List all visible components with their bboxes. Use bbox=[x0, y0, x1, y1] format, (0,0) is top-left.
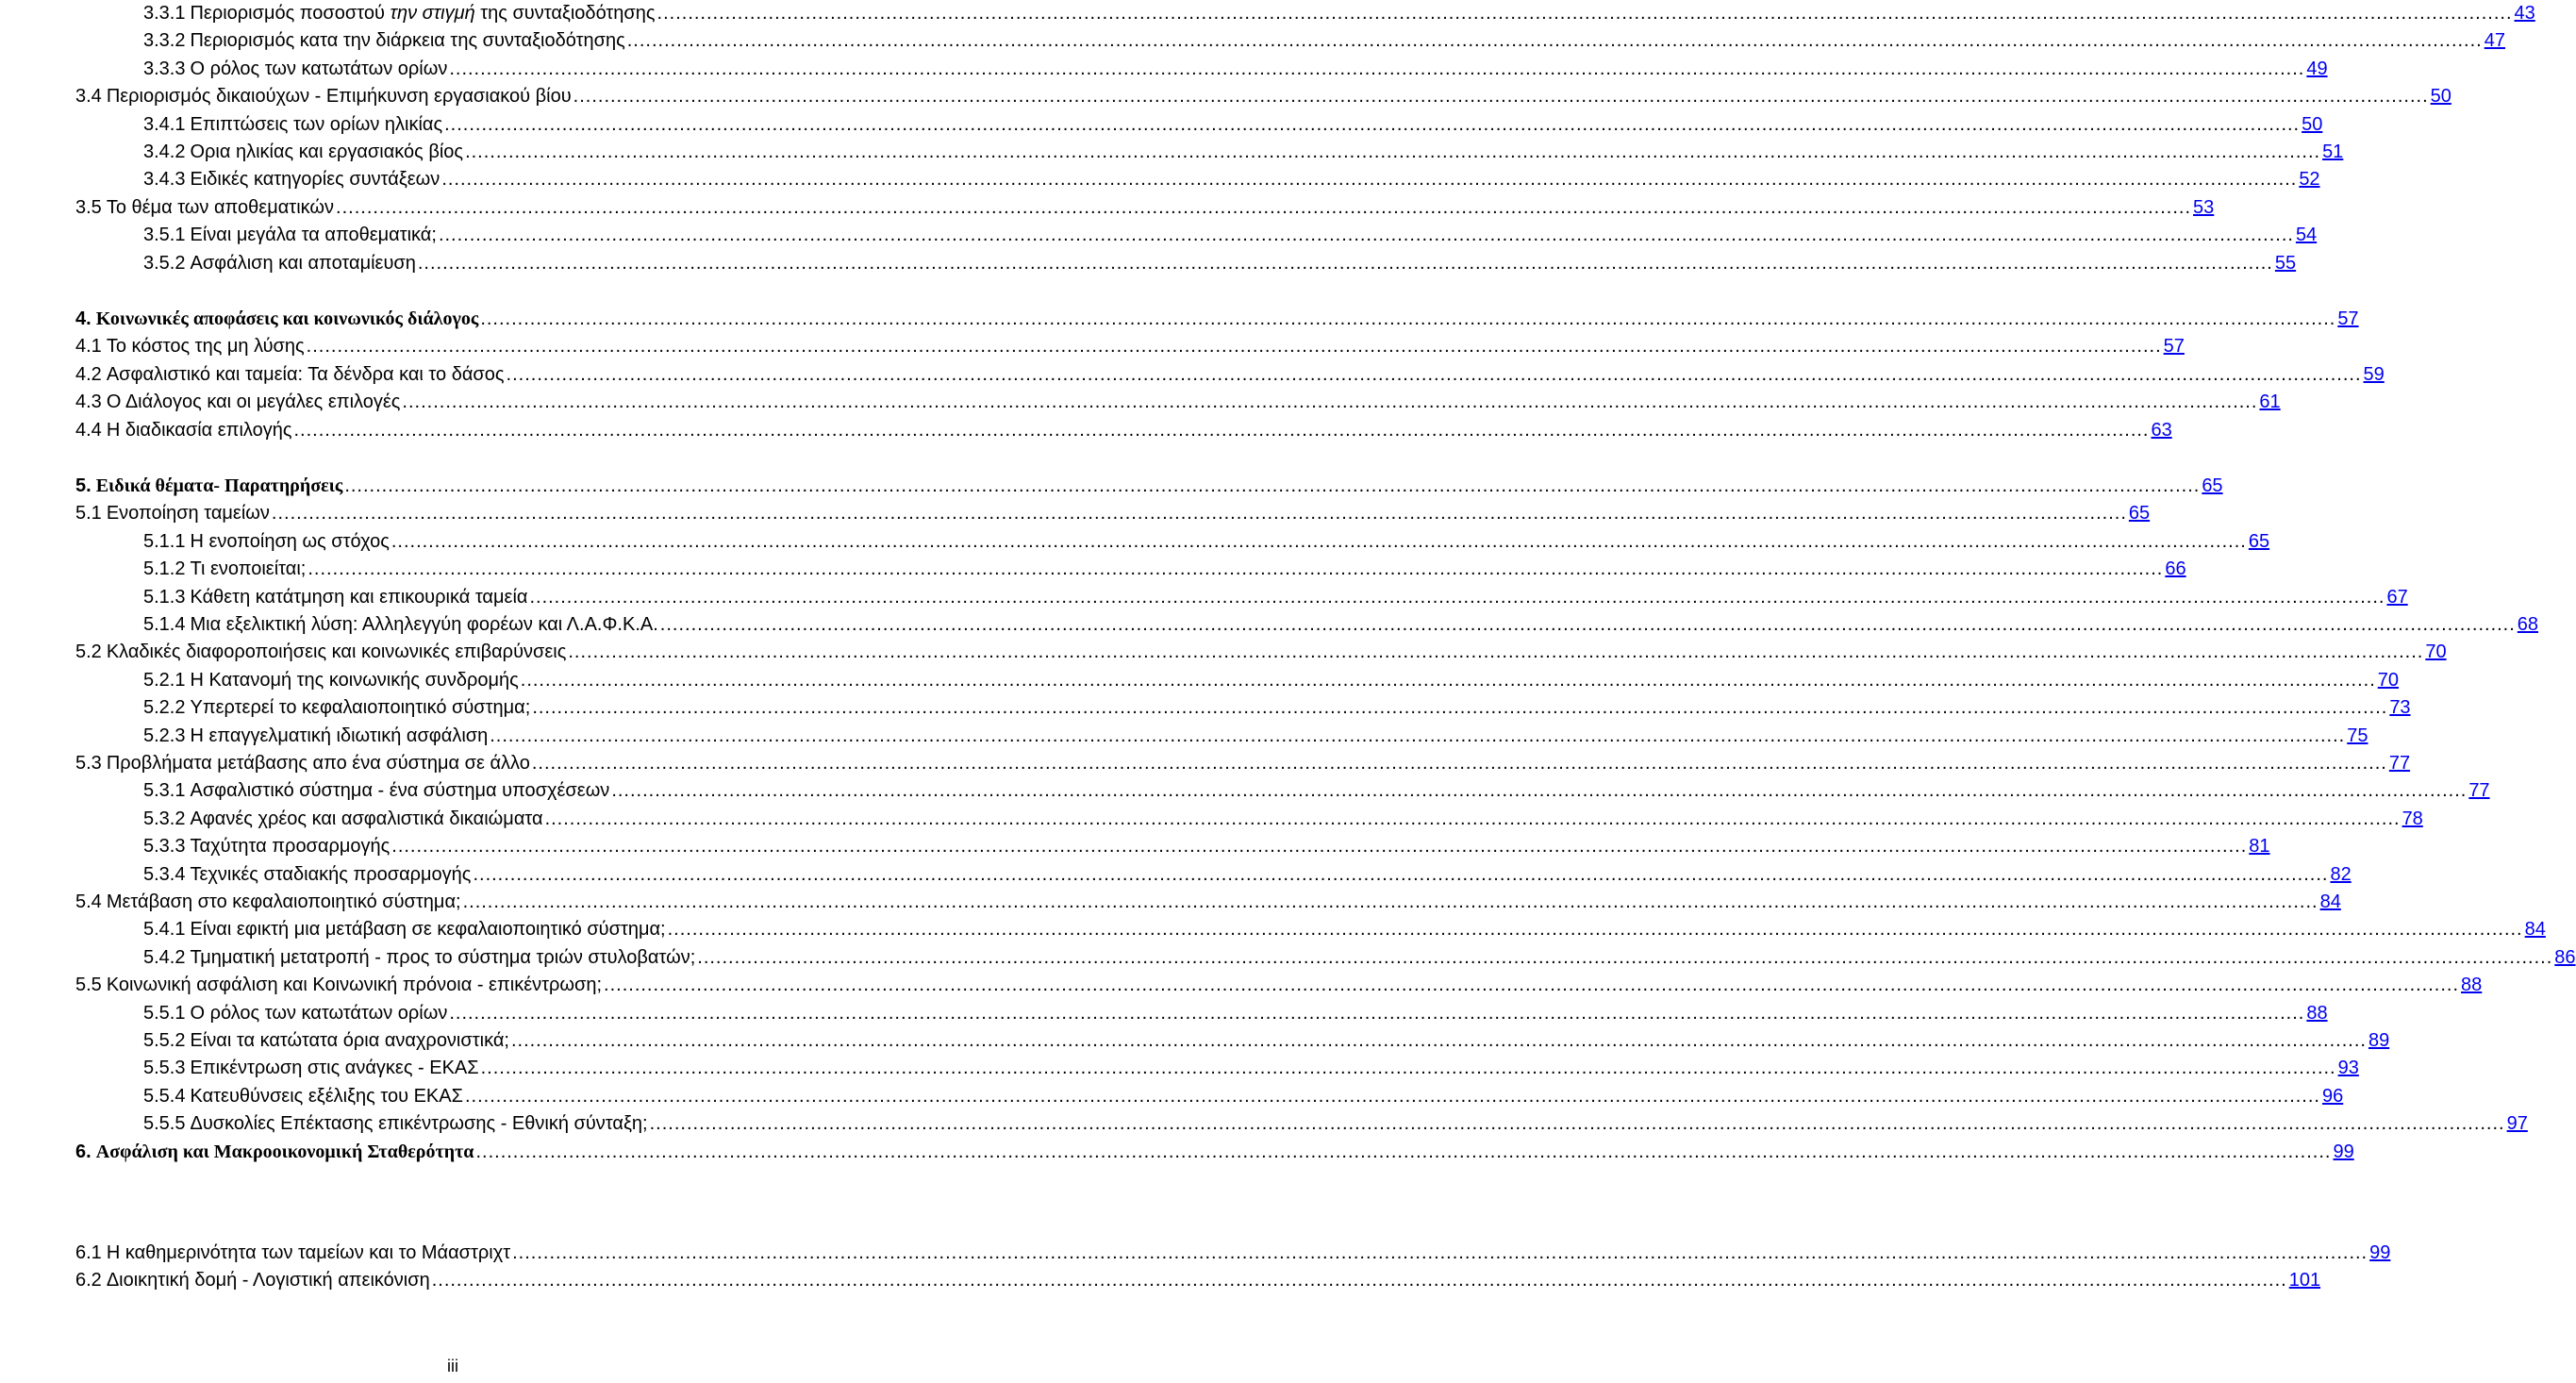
toc-entry-number: 3.3.3 bbox=[143, 58, 186, 79]
toc-entry bbox=[75, 83, 2451, 110]
toc-entry-number: 5.1.3 bbox=[143, 586, 186, 608]
dot-leader: ............................................................................................................................................................................................................................................................................................................ bbox=[473, 863, 2329, 885]
toc-entry-number: 5.1.1 bbox=[143, 530, 186, 552]
toc-page-link[interactable]: 97 bbox=[2506, 1113, 2528, 1135]
toc-entry bbox=[75, 333, 2185, 360]
toc-entry-number: 5.4 bbox=[75, 891, 102, 912]
dot-leader: ............................................................................................................................................................................................................................................................................................................ bbox=[604, 975, 2460, 996]
toc-entry-number: 3.4.1 bbox=[143, 113, 186, 135]
toc-entry-title: Υπερτερεί το κεφαλαιοποιητικό σύστημα; bbox=[190, 697, 531, 719]
toc-entry-number: 6. bbox=[75, 1141, 91, 1162]
toc-page-link[interactable]: 75 bbox=[2347, 725, 2368, 746]
toc-page-link[interactable]: 84 bbox=[2319, 891, 2341, 912]
toc-entry-number: 3.5.2 bbox=[143, 252, 186, 274]
toc-page-link[interactable]: 57 bbox=[2163, 336, 2185, 358]
toc-entry-title: Η ενοποίηση ως στόχος bbox=[190, 530, 390, 552]
toc-entry bbox=[75, 639, 2447, 666]
toc-entry-title: Κάθετη κατάτμηση και επικουρικά ταμεία bbox=[190, 586, 528, 608]
toc-entry bbox=[143, 0, 2535, 27]
toc-page-link[interactable]: 77 bbox=[2468, 780, 2490, 802]
toc-entry-title: Ασφάλιση και Μακροοικονομική Σταθερότητα bbox=[95, 1141, 474, 1162]
toc-entry-heading bbox=[143, 556, 306, 583]
toc-entry-number: 5.3 bbox=[75, 753, 102, 774]
toc-entry-heading bbox=[75, 972, 602, 999]
toc-page-link[interactable]: 99 bbox=[2333, 1141, 2354, 1162]
toc-entry-number: 6.1 bbox=[75, 1242, 102, 1263]
toc-entry bbox=[75, 750, 2411, 777]
toc-entry-number: 5.5.1 bbox=[143, 1002, 186, 1024]
toc-entry-heading bbox=[143, 916, 666, 943]
toc-entry bbox=[143, 139, 2344, 166]
toc-entry-number: 4.4 bbox=[75, 419, 102, 441]
toc-entry-number: 5. bbox=[75, 475, 91, 496]
toc-entry-heading bbox=[143, 861, 471, 889]
toc-page-link[interactable]: 101 bbox=[2288, 1270, 2321, 1291]
toc-entry bbox=[143, 528, 2270, 556]
toc-entry-number: 5.4.2 bbox=[143, 946, 186, 968]
dot-leader: ............................................................................................................................................................................................................................................................................................................ bbox=[449, 1002, 2305, 1024]
toc-entry-heading bbox=[75, 83, 572, 110]
toc-entry-heading bbox=[143, 806, 543, 833]
toc-page-link[interactable]: 57 bbox=[2337, 308, 2359, 329]
toc-entry-number: 5.5 bbox=[75, 975, 102, 996]
toc-entry bbox=[143, 861, 2352, 889]
toc-page-link[interactable]: 84 bbox=[2524, 919, 2546, 941]
toc-entry-title: Το θέμα των αποθεματικών bbox=[106, 196, 335, 218]
dot-leader: ............................................................................................................................................................................................................................................................................................................ bbox=[306, 336, 2162, 358]
toc-entry-heading bbox=[143, 944, 695, 972]
dot-leader: ............................................................................................................................................................................................................................................................................................................ bbox=[659, 614, 2516, 635]
toc-entry bbox=[143, 584, 2408, 611]
toc-page-link[interactable]: 67 bbox=[2386, 586, 2408, 608]
dot-leader: ............................................................................................................................................................................................................................................................................................................ bbox=[293, 419, 2150, 441]
toc-entry-number: 3.3.1 bbox=[143, 3, 186, 24]
toc-entry bbox=[75, 473, 2223, 500]
toc-page-link[interactable]: 43 bbox=[2514, 3, 2535, 24]
dot-leader: ............................................................................................................................................................................................................................................................................................................ bbox=[568, 642, 2424, 663]
toc-page-link[interactable]: 86 bbox=[2554, 946, 2576, 968]
toc-page-link[interactable]: 68 bbox=[2517, 614, 2539, 635]
toc-page-link[interactable]: 52 bbox=[2299, 169, 2320, 191]
toc-entry-heading bbox=[143, 139, 463, 166]
toc-entry-title: Ο Διάλογος και οι μεγάλες επιλογές bbox=[106, 392, 401, 413]
toc-entry-heading bbox=[143, 528, 390, 556]
toc-entry-number: 3.4.2 bbox=[143, 142, 186, 162]
dot-leader: ............................................................................................................................................................................................................................................................................................................ bbox=[475, 1141, 2332, 1162]
dot-leader: ............................................................................................................................................................................................................................................................................................................ bbox=[512, 1242, 2368, 1263]
dot-leader: ............................................................................................................................................................................................................................................................................................................ bbox=[667, 919, 2523, 941]
dot-leader: ............................................................................................................................................................................................................................................................................................................ bbox=[336, 196, 2192, 218]
toc-page-link[interactable]: 66 bbox=[2165, 558, 2186, 580]
toc-entry-heading bbox=[143, 833, 390, 860]
dot-leader: ............................................................................................................................................................................................................................................................................................................ bbox=[391, 530, 2247, 552]
toc-entry-number: 5.1.2 bbox=[143, 558, 186, 580]
dot-leader: ............................................................................................................................................................................................................................................................................................................ bbox=[544, 808, 2401, 829]
toc-entry-number: 5.3.3 bbox=[143, 836, 186, 858]
toc-entry-number: 5.4.1 bbox=[143, 919, 186, 941]
toc-entry-number: 5.2 bbox=[75, 642, 102, 663]
toc-entry-title: Ειδικές κατηγορίες συντάξεων bbox=[190, 169, 440, 191]
toc-entry-number: 4.1 bbox=[75, 336, 102, 358]
dot-leader: ............................................................................................................................................................................................................................................................................................................ bbox=[271, 503, 2127, 525]
toc-entry-title: Κλαδικές διαφοροποιήσεις και κοινωνικές επιβαρύνσεις bbox=[106, 642, 567, 663]
toc-entry bbox=[143, 944, 2576, 972]
toc-entry bbox=[143, 556, 2186, 583]
toc-entry-number: 5.3.1 bbox=[143, 780, 186, 802]
toc-entry-heading bbox=[75, 389, 400, 416]
toc-entry-title: Ασφάλιση και αποταμίευση bbox=[190, 252, 416, 274]
toc-page-link[interactable]: 49 bbox=[2306, 58, 2328, 79]
toc-entry-heading bbox=[143, 694, 530, 722]
toc-entry-heading bbox=[143, 1027, 509, 1055]
toc-entry-title: Δυσκολίες Επέκτασης επικέντρωσης - Εθνική σύνταξη; bbox=[190, 1113, 648, 1135]
toc-entry-title: Η καθημερινότητα των ταμείων και το Μάαστριχτ bbox=[106, 1242, 511, 1263]
toc-entry-title: Το κόστος της μη λύσης bbox=[106, 336, 305, 358]
toc-page-link[interactable]: 77 bbox=[2388, 753, 2411, 774]
toc-entry-heading bbox=[75, 889, 461, 916]
toc-entry bbox=[143, 723, 2368, 750]
dot-leader: ............................................................................................................................................................................................................................................................................................................ bbox=[656, 3, 2513, 24]
toc-page-link[interactable]: 53 bbox=[2193, 196, 2215, 218]
toc-entry bbox=[143, 222, 2318, 249]
dot-leader: ............................................................................................................................................................................................................................................................................................................ bbox=[611, 780, 2468, 802]
dot-leader: ............................................................................................................................................................................................................................................................................................................ bbox=[490, 725, 2346, 746]
toc-entry-heading bbox=[143, 584, 527, 611]
toc-entry-heading bbox=[75, 1139, 474, 1166]
dot-leader: ............................................................................................................................................................................................................................................................................................................ bbox=[510, 1030, 2367, 1051]
toc-page-link[interactable]: 99 bbox=[2369, 1242, 2391, 1263]
toc-entry-heading bbox=[143, 166, 440, 193]
toc-entry-heading bbox=[75, 306, 478, 333]
toc-entry-number: 4. bbox=[75, 308, 91, 329]
dot-leader: ............................................................................................................................................................................................................................................................................................................ bbox=[344, 475, 2201, 496]
dot-leader: ............................................................................................................................................................................................................................................................................................................ bbox=[573, 86, 2429, 108]
toc-entry-title-italic: την στιγμή bbox=[390, 3, 475, 24]
toc-entry-heading bbox=[75, 333, 305, 360]
toc-entry-title: Προβλήματα μετάβασης απο ένα σύστημα σε άλλο bbox=[106, 753, 530, 774]
toc-entry-heading bbox=[143, 777, 609, 805]
toc-entry-number: 5.2.1 bbox=[143, 669, 186, 691]
toc-entry-title: Ο ρόλος των κατωτάτων ορίων bbox=[190, 58, 448, 79]
toc-entry-title: Η επαγγελματική ιδιωτική ασφάλιση bbox=[190, 725, 489, 746]
toc-entry bbox=[143, 250, 2297, 277]
toc-page-link[interactable]: 63 bbox=[2151, 419, 2172, 441]
toc-entry-title: Είναι εφικτή μια μετάβαση σε κεφαλαιοποιητικό σύστημα; bbox=[190, 919, 666, 941]
toc-entry-number: 5.1 bbox=[75, 503, 102, 525]
dot-leader: ............................................................................................................................................................................................................................................................................................................ bbox=[480, 1058, 2336, 1079]
toc-entry-title: Μια εξελικτική λύση: Αλληλεγγύη φορέων και Λ.Α.Φ.Κ.Α. bbox=[190, 614, 658, 635]
dot-leader: ............................................................................................................................................................................................................................................................................................................ bbox=[417, 252, 2273, 274]
toc-entry-title: Ειδικά θέματα- Παρατηρήσεις bbox=[95, 475, 343, 496]
toc-entry-heading bbox=[75, 639, 566, 666]
toc-entry bbox=[75, 1139, 2354, 1166]
toc-entry-heading bbox=[75, 500, 270, 527]
toc-entry bbox=[75, 972, 2483, 999]
toc-entry bbox=[143, 833, 2270, 860]
toc-entry-number: 5.2.3 bbox=[143, 725, 186, 746]
toc-entry-title: Επιπτώσεις των ορίων ηλικίας bbox=[190, 113, 443, 135]
page-number: iii bbox=[447, 1357, 458, 1375]
toc-page-link[interactable]: 89 bbox=[2368, 1030, 2390, 1051]
toc-entry bbox=[143, 1110, 2528, 1138]
toc-entry bbox=[75, 194, 2215, 222]
toc-page-link[interactable]: 78 bbox=[2401, 808, 2423, 829]
toc-entry bbox=[75, 1267, 2321, 1294]
toc-entry-title: Ασφαλιστικό σύστημα - ένα σύστημα υποσχέσεων bbox=[190, 780, 610, 802]
toc-page-link[interactable]: 96 bbox=[2321, 1085, 2344, 1107]
toc-entry-number: 5.2.2 bbox=[143, 697, 186, 719]
toc-entry-number: 5.1.4 bbox=[143, 614, 186, 635]
toc-page-link[interactable]: 59 bbox=[2363, 363, 2385, 385]
toc-entry bbox=[75, 361, 2385, 389]
toc-entry-number: 5.3.4 bbox=[143, 863, 186, 885]
toc-entry-title: Κατευθύνσεις εξέλιξης του ΕΚΑΣ bbox=[190, 1085, 463, 1107]
toc-entry-heading bbox=[143, 723, 488, 750]
dot-leader: ............................................................................................................................................................................................................................................................................................................ bbox=[520, 669, 2376, 691]
toc-entry bbox=[75, 306, 2359, 333]
dot-leader: ............................................................................................................................................................................................................................................................................................................ bbox=[431, 1270, 2287, 1291]
toc-entry-title: Περιορισμός δικαιούχων - Επιμήκυνση εργασιακού βίου bbox=[106, 86, 572, 108]
dot-leader: ............................................................................................................................................................................................................................................................................................................ bbox=[697, 946, 2553, 968]
toc-entry-title: Τι ενοποιείται; bbox=[190, 558, 307, 580]
dot-leader: ............................................................................................................................................................................................................................................................................................................ bbox=[391, 836, 2248, 858]
toc-entry bbox=[143, 166, 2320, 193]
toc-page-link[interactable]: 54 bbox=[2295, 225, 2318, 246]
toc-entry-number: 3.5 bbox=[75, 196, 102, 218]
toc-entry bbox=[143, 611, 2539, 639]
toc-page-link[interactable]: 65 bbox=[2202, 475, 2223, 496]
toc-entry-number: 5.5.4 bbox=[143, 1085, 186, 1107]
dot-leader: ............................................................................................................................................................................................................................................................................................................ bbox=[462, 891, 2318, 912]
toc-entry-heading bbox=[143, 0, 656, 27]
toc-entry-title: Η Κατανομή της κοινωνικής συνδρομής bbox=[190, 669, 519, 691]
dot-leader: ............................................................................................................................................................................................................................................................................................................ bbox=[649, 1113, 2505, 1135]
toc-entry-title: Κοινωνικές αποφάσεις και κοινωνικός διάλογος bbox=[95, 308, 479, 329]
toc-entry-number: 5.5.2 bbox=[143, 1030, 186, 1051]
toc-entry-title: Τεχνικές σταδιακής προσαρμογής bbox=[190, 863, 472, 885]
toc-entry-title: Ασφαλιστικό και ταμεία: Τα δένδρα και το δάσος bbox=[106, 363, 505, 385]
toc-entry-title: Ενοποίηση ταμείων bbox=[106, 503, 270, 525]
dot-leader: ............................................................................................................................................................................................................................................................................................................ bbox=[506, 363, 2362, 385]
toc-entry-title: Διοικητική δομή - Λογιστική απεικόνιση bbox=[106, 1270, 430, 1291]
toc-entry bbox=[75, 389, 2281, 416]
dot-leader: ............................................................................................................................................................................................................................................................................................................ bbox=[441, 169, 2298, 191]
toc-entry-number: 5.5.3 bbox=[143, 1058, 186, 1079]
toc-entry-heading bbox=[143, 1055, 479, 1082]
dot-leader: ............................................................................................................................................................................................................................................................................................................ bbox=[444, 113, 2301, 135]
toc-entry-number: 5.3.2 bbox=[143, 808, 186, 829]
toc-entry bbox=[143, 111, 2323, 139]
toc-entry-number: 6.2 bbox=[75, 1270, 102, 1291]
toc-entry-title: Ορια ηλικίας και εργασιακός βίος bbox=[190, 142, 464, 162]
toc-entry bbox=[143, 1027, 2390, 1055]
toc-page-link[interactable]: 81 bbox=[2249, 836, 2270, 858]
toc-entry-title: Αφανές χρέος και ασφαλιστικά δικαιώματα bbox=[190, 808, 543, 829]
toc-entry-title: Ταχύτητα προσαρμογής bbox=[190, 836, 391, 858]
toc-entry-heading bbox=[143, 56, 447, 83]
toc-entry-title: Είναι τα κατώτατα όρια αναχρονιστικά; bbox=[190, 1030, 509, 1051]
toc-entry-title: Περιορισμός κατα την διάρκεια της συνταξιοδότησης bbox=[190, 30, 625, 52]
toc-entry-heading bbox=[143, 222, 437, 249]
toc-page-link[interactable]: 65 bbox=[2248, 530, 2270, 552]
toc-entry-title: Ο ρόλος των κατωτάτων ορίων bbox=[190, 1002, 448, 1024]
toc-page-link[interactable]: 50 bbox=[2430, 86, 2451, 108]
toc-entry bbox=[143, 777, 2490, 805]
toc-entry-number: 5.5.5 bbox=[143, 1113, 186, 1135]
toc-entry-title-rest: της συνταξιοδότησης bbox=[474, 3, 656, 24]
dot-leader: ............................................................................................................................................................................................................................................................................................................ bbox=[402, 392, 2258, 413]
toc-entry-heading bbox=[75, 361, 505, 389]
toc-page-link[interactable]: 73 bbox=[2389, 697, 2411, 719]
toc-entry-heading bbox=[75, 1240, 510, 1267]
dot-leader: ............................................................................................................................................................................................................................................................................................................ bbox=[480, 308, 2336, 329]
dot-leader: ............................................................................................................................................................................................................................................................................................................ bbox=[529, 586, 2385, 608]
toc-entry bbox=[143, 1055, 2359, 1082]
toc-entry-heading bbox=[143, 1110, 648, 1138]
toc-entry bbox=[75, 500, 2151, 527]
toc-entry-heading bbox=[143, 1000, 447, 1027]
toc-entry-heading bbox=[143, 667, 519, 694]
toc-entry-heading bbox=[75, 417, 292, 444]
dot-leader: ............................................................................................................................................................................................................................................................................................................ bbox=[626, 30, 2483, 52]
toc-entry-number: 3.3.2 bbox=[143, 30, 186, 52]
toc-entry-title: Μετάβαση στο κεφαλαιοποιητικό σύστημα; bbox=[106, 891, 461, 912]
toc-page-link[interactable]: 47 bbox=[2484, 30, 2505, 52]
toc-entry-heading bbox=[75, 750, 530, 777]
toc-entry bbox=[75, 1240, 2391, 1267]
toc-entry-heading bbox=[143, 27, 625, 55]
toc-entry-heading bbox=[143, 1083, 463, 1110]
toc-entry-number: 4.3 bbox=[75, 392, 102, 413]
toc-page-link[interactable]: 88 bbox=[2306, 1002, 2328, 1024]
toc-page-link[interactable]: 55 bbox=[2274, 252, 2297, 274]
toc-entry-heading bbox=[143, 250, 416, 277]
toc-entry-heading bbox=[75, 1267, 430, 1294]
dot-leader: ............................................................................................................................................................................................................................................................................................................ bbox=[449, 58, 2305, 79]
toc-entry-title: Η διαδικασία επιλογής bbox=[106, 419, 292, 441]
dot-leader: ............................................................................................................................................................................................................................................................................................................ bbox=[531, 753, 2387, 774]
toc-entry bbox=[143, 694, 2411, 722]
toc-page-link[interactable]: 50 bbox=[2302, 113, 2323, 135]
toc-entry-heading bbox=[143, 611, 658, 639]
toc-entry-heading bbox=[75, 473, 342, 500]
toc-entry-title: Είναι μεγάλα τα αποθεματικά; bbox=[190, 225, 437, 246]
toc-entry-number: 4.2 bbox=[75, 363, 102, 385]
dot-leader: ............................................................................................................................................................................................................................................................................................................ bbox=[464, 1085, 2320, 1107]
toc-page-link[interactable]: 65 bbox=[2128, 503, 2151, 525]
toc-entry bbox=[143, 1000, 2328, 1027]
toc-entry-title: Επικέντρωση στις ανάγκες - ΕΚΑΣ bbox=[190, 1058, 479, 1079]
toc-entry bbox=[75, 889, 2341, 916]
toc-entry-title: Κοινωνική ασφάλιση και Κοινωνική πρόνοια - επικέντρωση; bbox=[106, 975, 603, 996]
toc-entry-number: 3.5.1 bbox=[143, 225, 186, 246]
toc-page-link[interactable]: 82 bbox=[2330, 863, 2352, 885]
toc-page-link[interactable]: 88 bbox=[2461, 975, 2483, 996]
toc-entry-title: Περιορισμός ποσοστού bbox=[190, 3, 391, 24]
toc-entry bbox=[143, 1083, 2344, 1110]
toc-page-link[interactable]: 70 bbox=[2425, 642, 2447, 663]
dot-leader: ............................................................................................................................................................................................................................................................................................................ bbox=[532, 697, 2388, 719]
toc-page-link[interactable]: 93 bbox=[2337, 1058, 2359, 1079]
toc-entry-number: 3.4.3 bbox=[143, 169, 186, 191]
toc-entry-number: 3.4 bbox=[75, 86, 102, 108]
toc-entry bbox=[143, 916, 2546, 943]
toc-entry-title: Τμηματική μετατροπή - προς το σύστημα τριών στυλοβατών; bbox=[190, 946, 696, 968]
toc-entry bbox=[143, 56, 2328, 83]
toc-entry bbox=[143, 27, 2505, 55]
toc-entry-heading bbox=[75, 194, 334, 222]
toc-entry bbox=[143, 806, 2423, 833]
dot-leader: ............................................................................................................................................................................................................................................................................................................ bbox=[438, 225, 2294, 246]
toc-page-link[interactable]: 61 bbox=[2259, 392, 2281, 413]
toc-page-link[interactable]: 51 bbox=[2322, 142, 2344, 162]
toc-entry-heading bbox=[143, 111, 442, 139]
dot-leader: ............................................................................................................................................................................................................................................................................................................ bbox=[465, 142, 2321, 162]
toc-entry bbox=[75, 417, 2172, 444]
toc-entry bbox=[143, 667, 2400, 694]
toc-page-link[interactable]: 70 bbox=[2377, 669, 2400, 691]
dot-leader: ............................................................................................................................................................................................................................................................................................................ bbox=[307, 558, 2164, 580]
